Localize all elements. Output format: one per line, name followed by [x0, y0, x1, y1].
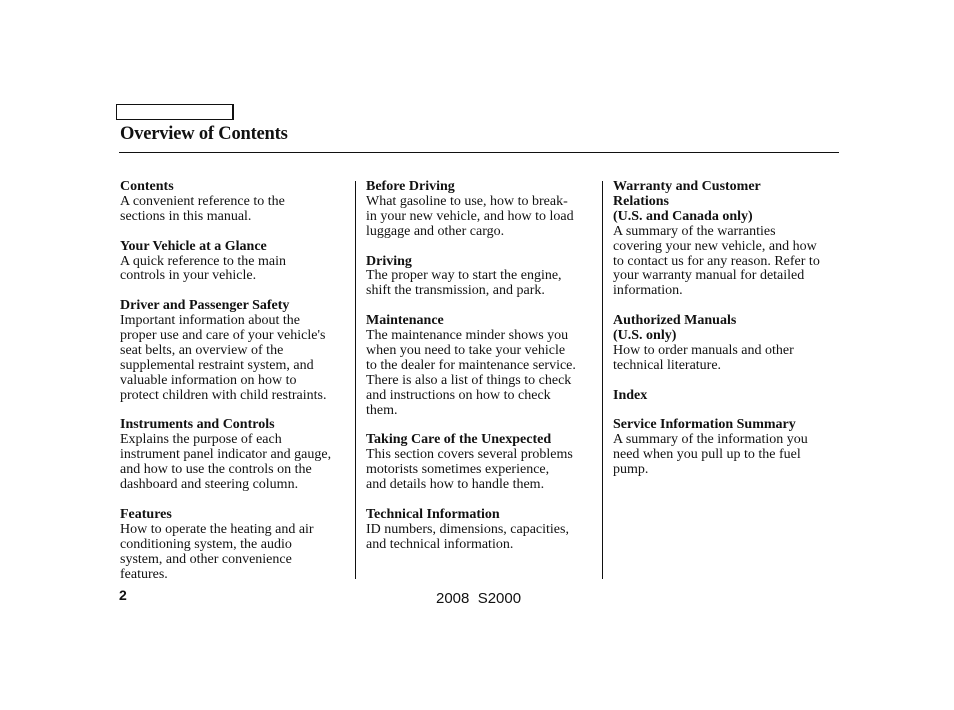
section-heading: Driving: [366, 253, 412, 269]
section-heading: Service Information Summary: [613, 417, 796, 433]
section-heading: Maintenance: [366, 313, 444, 329]
section-driver-passenger-safety: [120, 299, 352, 403]
section-description: A summary of the warranties covering your new vehicle, and how to contact us for any reason. Refer to your warranty manual for detailed information.: [613, 223, 820, 299]
section-description: A quick reference to the main controls in your vehicle.: [120, 253, 286, 284]
contents-column-1: [120, 180, 352, 597]
section-heading: Warranty and Customer Relations (U.S. and Canada only): [613, 179, 761, 224]
section-description: A convenient reference to the sections in this manual.: [120, 193, 285, 224]
column-divider: [602, 181, 603, 579]
column-divider: [355, 181, 356, 579]
section-description: What gasoline to use, how to break- in your new vehicle, and how to load luggage and other cargo.: [366, 193, 574, 239]
section-heading: Driver and Passenger Safety: [120, 298, 290, 314]
section-description: Explains the purpose of each instrument panel indicator and gauge, and how to use the controls on the dashboard and steering column.: [120, 432, 332, 493]
section-driving: [366, 255, 600, 300]
header-tab-box: [116, 104, 234, 120]
footer-model-label: 2008 S2000: [436, 590, 522, 607]
section-description: The proper way to start the engine, shift the transmission, and park.: [366, 268, 562, 299]
section-before-driving: [366, 180, 600, 240]
section-description: This section covers several problems motorists sometimes experience, and details how to handle them.: [366, 447, 573, 493]
section-heading: Technical Information: [366, 506, 500, 522]
section-heading: Contents: [120, 179, 174, 194]
contents-column-3: [613, 180, 841, 493]
section-heading: Before Driving: [366, 179, 455, 194]
section-warranty-customer-relations: [613, 180, 841, 299]
section-description: Important information about the proper use and care of your vehicle's seat belts, an overview of the supplemental restraint system, and valuable information on how to protect children with child restraints.: [120, 313, 327, 403]
contents-column-2: [366, 180, 600, 567]
section-description: ID numbers, dimensions, capacities, and technical information.: [366, 521, 569, 552]
section-features: [120, 508, 352, 583]
section-heading: Taking Care of the Unexpected: [366, 432, 552, 448]
section-index: [613, 389, 841, 404]
section-heading: Instruments and Controls: [120, 417, 275, 433]
section-heading: Authorized Manuals (U.S. only): [613, 313, 737, 344]
section-taking-care-unexpected: [366, 433, 600, 493]
section-technical-information: [366, 508, 600, 553]
section-instruments-controls: [120, 418, 352, 493]
section-authorized-manuals: [613, 314, 841, 374]
section-description: The maintenance minder shows you when you need to take your vehicle to the dealer for maintenance service. There is also a list of things to check and instructions on how to check them.: [366, 328, 576, 418]
section-description: How to order manuals and other technical literature.: [613, 342, 794, 373]
page-title: Overview of Contents: [120, 124, 288, 144]
title-rule: [119, 152, 839, 153]
section-service-information-summary: [613, 418, 841, 478]
section-vehicle-at-a-glance: [120, 240, 352, 285]
page-number: 2: [119, 587, 127, 603]
section-contents: [120, 180, 352, 225]
section-heading: Your Vehicle at a Glance: [120, 238, 267, 254]
section-heading: Index: [613, 387, 648, 403]
section-maintenance: [366, 314, 600, 418]
section-description: How to operate the heating and air conditioning system, the audio system, and other convenience features.: [120, 521, 314, 582]
section-heading: Features: [120, 506, 172, 522]
section-description: A summary of the information you need when you pull up to the fuel pump.: [613, 432, 808, 478]
